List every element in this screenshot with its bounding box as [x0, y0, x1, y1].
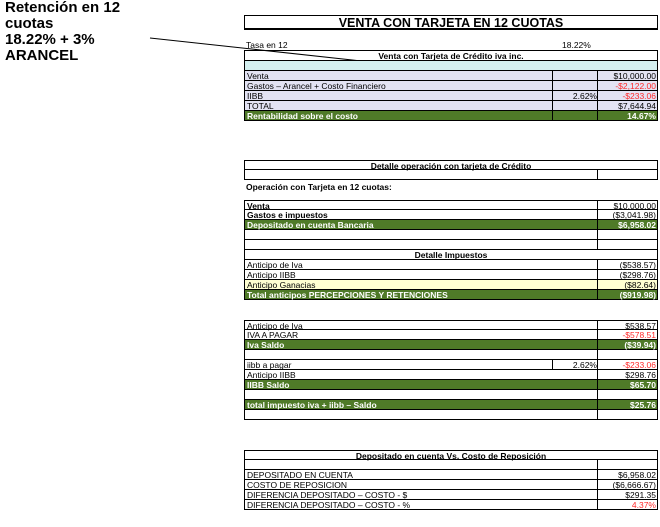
- gastos-value: -$2,122.00: [615, 81, 656, 91]
- sheet-title: [244, 15, 658, 30]
- sal-total-label: total impuesto iva + iibb – Saldo: [247, 400, 377, 410]
- sal-iva-pagar-row: [244, 330, 658, 340]
- det-gastos-value: ($3,041.98): [612, 210, 656, 220]
- summary-spacer-row: [244, 61, 658, 71]
- gastos-row: [244, 81, 658, 91]
- sal-ant-iva-label: Anticipo de Iva: [247, 321, 303, 331]
- sal-total-row: [244, 400, 658, 410]
- det-depositado-label: Depositado en cuenta Bancaria: [247, 220, 374, 230]
- annotation-line-1: Retención en 12: [5, 0, 121, 16]
- sal-empty-3: [244, 410, 658, 420]
- det-gastos-label: Gastos e impuestos: [247, 210, 328, 220]
- detalle-spacer: [244, 170, 658, 180]
- sal-iva-pagar-label: IVA A PAGAR: [247, 330, 299, 340]
- total-row: [244, 101, 658, 111]
- sal-iva-saldo-row: [244, 340, 658, 350]
- rate-label: Tasa en 12: [246, 40, 288, 50]
- summary-header-text: Venta con Tarjeta de Crédito iva inc.: [378, 51, 524, 61]
- rep-dep-row: [244, 470, 658, 480]
- det-venta-row: [244, 200, 658, 210]
- imp-iibb-row: [244, 270, 658, 280]
- imp-iibb-value: ($298.76): [619, 270, 656, 280]
- impuestos-header: [244, 250, 658, 260]
- sal-ant-iibb-value: $298.76: [625, 370, 656, 380]
- imp-total-label: Total anticipos PERCEPCIONES Y RETENCIONES: [247, 290, 448, 300]
- total-value: $7,644.94: [618, 101, 656, 111]
- rep-costo-row: [244, 480, 658, 490]
- imp-iva-row: [244, 260, 658, 270]
- det-depositado-row: [244, 220, 658, 230]
- sal-empty-2: [244, 390, 658, 400]
- rep-dep-label: DEPOSITADO EN CUENTA: [247, 470, 353, 480]
- sal-ant-iibb-row: [244, 370, 658, 380]
- det-empty-1: [244, 230, 658, 240]
- sal-ant-iva-row: [244, 320, 658, 330]
- detalle-subtitle: [244, 182, 658, 192]
- iibb-value: -$233.06: [622, 91, 656, 101]
- venta-row: [244, 71, 658, 81]
- rep-costo-value: ($6,666.67): [612, 480, 656, 490]
- rep-dep-value: $6,958.02: [618, 470, 656, 480]
- rep-costo-label: COSTO DE REPOSICION: [247, 480, 347, 490]
- imp-iibb-label: Anticipo IIBB: [247, 270, 296, 280]
- venta-value: $10,000.00: [613, 71, 656, 81]
- sal-iibb-pagar-row: [244, 360, 658, 370]
- detalle-header-text: Detalle operación con tarjeta de Crédito: [370, 161, 532, 171]
- sal-iibb-saldo-value: $65.70: [630, 380, 656, 390]
- rep-difp-value: 4.37%: [631, 500, 656, 510]
- rate-value: 18.22%: [562, 40, 591, 50]
- det-depositado-value: $6,958.02: [618, 220, 656, 230]
- imp-gan-row: [244, 280, 658, 290]
- rate-row: [244, 40, 658, 50]
- imp-gan-label: Anticipo Ganacias: [247, 280, 316, 290]
- reposicion-header-text: Depositado en cuenta Vs. Costo de Reposición: [355, 451, 547, 461]
- sal-iva-pagar-value: -$578.51: [622, 330, 656, 340]
- sal-iibb-pagar-label: iibb a pagar: [247, 360, 292, 370]
- rep-difp-label: DIFERENCIA DEPOSITADO – COSTO - %: [247, 500, 411, 510]
- rep-dif-label: DIFERENCIA DEPOSITADO – COSTO - $: [247, 490, 408, 500]
- rentabilidad-value: 14.67%: [627, 111, 656, 121]
- summary-header: [244, 51, 658, 61]
- sal-ant-iibb-label: Anticipo IIBB: [247, 370, 296, 380]
- sal-iibb-pagar-value: -$233.06: [622, 360, 656, 370]
- gastos-label: Gastos – Arancel + Costo Financiero: [247, 81, 386, 91]
- sal-empty-1: [244, 350, 658, 360]
- rep-dif-row: [244, 490, 658, 500]
- total-label: TOTAL: [247, 101, 274, 111]
- iibb-row: [244, 91, 658, 101]
- imp-iva-label: Anticipo de Iva: [247, 260, 303, 270]
- annotation-line-2: cuotas: [5, 15, 54, 32]
- rep-dif-value: $291.35: [625, 490, 656, 500]
- rentabilidad-row: [244, 111, 658, 121]
- detalle-header: [244, 160, 658, 170]
- detalle-subtitle-text: Operación con Tarjeta en 12 cuotas:: [246, 182, 392, 192]
- sal-iibb-pagar-pct: 2.62%: [572, 360, 597, 370]
- sal-iibb-saldo-label: IIBB Saldo: [247, 380, 290, 390]
- iibb-pct: 2.62%: [572, 91, 597, 101]
- rep-difp-row: [244, 500, 658, 510]
- det-venta-value: $10,000.00: [613, 201, 656, 211]
- sal-iva-saldo-label: Iva Saldo: [247, 340, 285, 350]
- sal-iibb-saldo-row: [244, 380, 658, 390]
- imp-iva-value: ($538.57): [619, 260, 656, 270]
- impuestos-header-text: Detalle Impuestos: [414, 250, 488, 260]
- imp-total-value: ($919.98): [619, 290, 656, 300]
- annotation-line-4: ARANCEL: [5, 47, 79, 64]
- det-venta-label: Venta: [247, 201, 270, 211]
- annotation-line-3: 18.22% + 3%: [5, 31, 95, 48]
- rentabilidad-label: Rentabilidad sobre el costo: [247, 111, 358, 121]
- iibb-label: IIBB: [247, 91, 264, 101]
- sal-ant-iva-value: $538.57: [625, 321, 656, 331]
- det-gastos-row: [244, 210, 658, 220]
- sal-iva-saldo-value: ($39.94): [624, 340, 656, 350]
- imp-total-row: [244, 290, 658, 300]
- venta-label: Venta: [247, 71, 269, 81]
- det-empty-2: [244, 240, 658, 250]
- rep-spacer: [244, 460, 658, 470]
- reposicion-header: [244, 450, 658, 460]
- sheet-title-text: VENTA CON TARJETA EN 12 CUOTAS: [338, 16, 564, 30]
- imp-gan-value: ($82.64): [624, 280, 656, 290]
- sal-total-value: $25.76: [630, 400, 656, 410]
